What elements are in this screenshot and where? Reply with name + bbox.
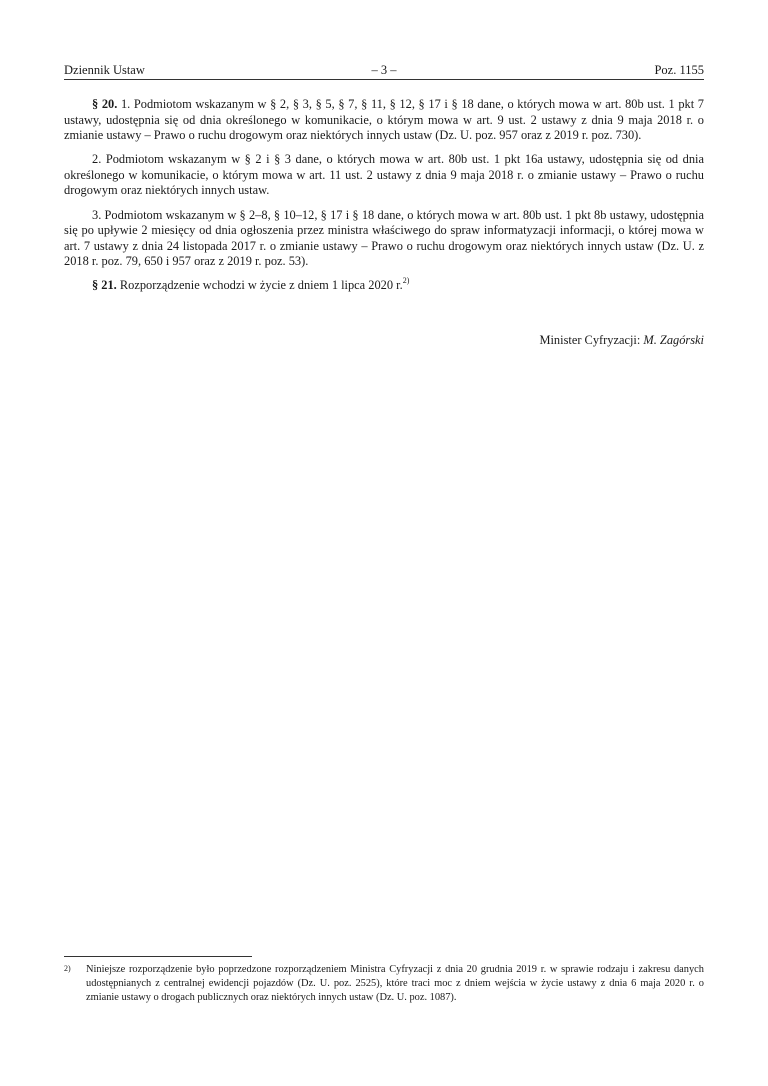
signature-role: Minister Cyfryzacji: <box>539 333 641 347</box>
paragraph-21-text: Rozporządzenie wchodzi w życie z dniem 1 lipca 2020 r. <box>119 278 403 293</box>
paragraph-20-1 <box>64 97 704 144</box>
signature-name: M. Zagórski <box>643 333 704 347</box>
document-body <box>64 97 704 303</box>
footnote-mark: 2) <box>64 964 71 973</box>
section-20-title: § 20. <box>92 97 118 111</box>
page-number: – 3 – <box>371 63 397 77</box>
footnote-text: Niniejsze rozporządzenie było poprzedzone rozporządzeniem Ministra Cyfryzacji z dnia 20 grudnia 2019 r. w sprawie rodzaju i zakresu danych udostępnianych z centralnej ewidencji pojazdów (Dz. U. poz. 2525), które traci moc z dniem wejścia w życie ustawy z dnia 6 maja 2020 r. o zmianie ustawy o drogach publicznych oraz niektórych innych ustaw (Dz. U. poz. 1087). <box>86 964 704 1004</box>
position-number: Poz. 1155 <box>654 63 704 77</box>
signature <box>539 332 704 348</box>
page-header <box>64 62 704 78</box>
header-divider <box>64 79 704 80</box>
journal-title: Dziennik Ustaw <box>64 63 145 77</box>
paragraph-20-1-text: 1. Podmiotom wskazanym w § 2, § 3, § 5, § 7, § 11, § 12, § 17 i § 18 dane, o których mowa w art. 80b ust. 1 pkt 7 ustawy, udostępnia się od dnia określonego w komunikacie, o którym mowa w art. 9 ust. 2 ustawy z dnia 9 maja 2018 r. o zmianie ustawy – Prawo o ruchu drogowym oraz niektórych innych ustaw (Dz. U. poz. 957 oraz z 2019 r. poz. 730). <box>64 97 704 143</box>
paragraph-20-3: 3. Podmiotom wskazanym w § 2–8, § 10–12, § 17 i § 18 dane, o których mowa w art. 80b ust. 1 pkt 8b ustawy, udostępnia się po upływie 2 miesięcy od dnia ogłoszenia przez ministra właściwego do spraw informatyzacji informacji, o której mowa w art. 7 ustawy z dnia 24 listopada 2017 r. o zmianie ustawy – Prawo o ruchu drogowym oraz niektórych innych ustaw (Dz. U. z 2018 r. poz. 79, 650 i 957 oraz z 2019 r. poz. 53). <box>64 207 704 269</box>
footnote <box>64 963 704 1006</box>
paragraph-21 <box>64 278 704 294</box>
section-21-title: § 21. <box>92 278 117 293</box>
paragraph-20-2: 2. Podmiotom wskazanym w § 2 i § 3 dane, o których mowa w art. 80b ust. 1 pkt 16a ustawy, udostępnia się od dnia określonego w komunikacie, o którym mowa w art. 11 ust. 2 ustawy z dnia 9 maja 2018 r. o zmianie ustawy – Prawo o ruchu drogowym oraz niektórych innych ustaw. <box>64 152 704 198</box>
footnote-divider <box>64 956 252 957</box>
footnote-reference: 2) <box>402 276 410 286</box>
